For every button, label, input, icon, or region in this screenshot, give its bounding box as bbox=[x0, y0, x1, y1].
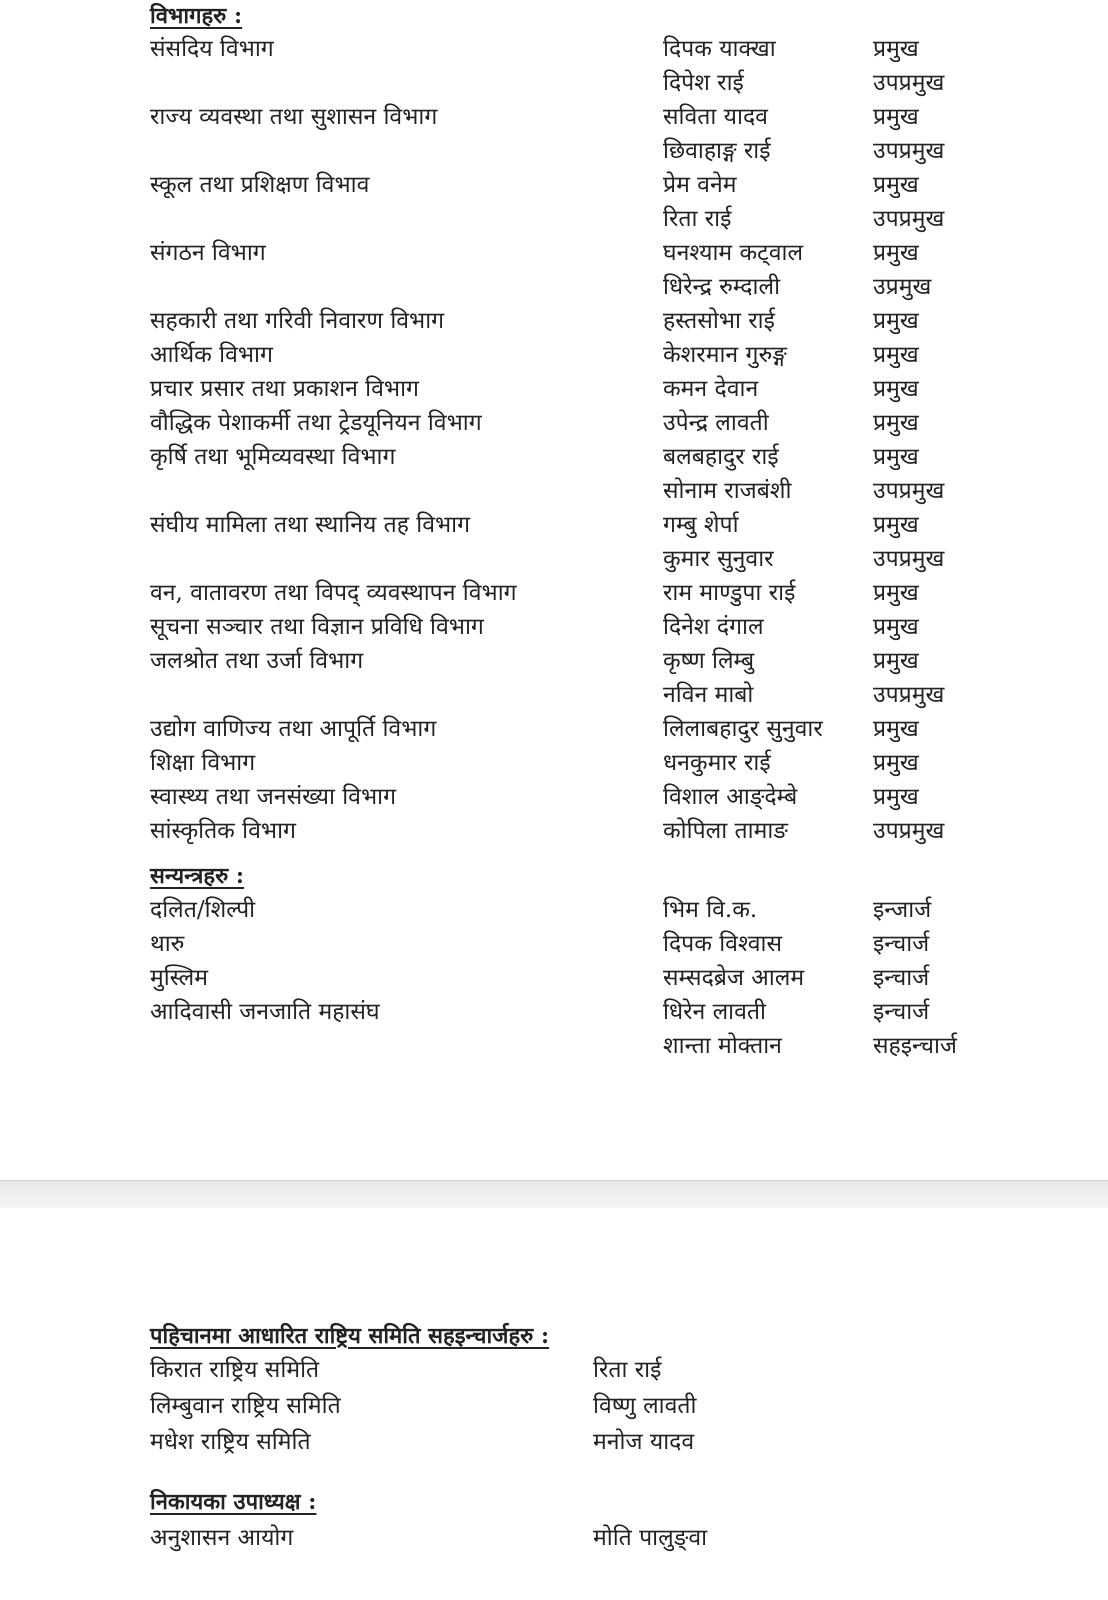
coordinators-heading: सन्यन्त्रहरु : bbox=[150, 863, 245, 889]
member-role: प्रमुख bbox=[873, 716, 919, 742]
department-row bbox=[0, 66, 1108, 100]
department-name: राज्य व्यवस्था तथा सुशासन विभाग bbox=[150, 104, 438, 130]
member-name: लिलाबहादुर सुनुवार bbox=[663, 716, 823, 742]
coordinator-row bbox=[0, 995, 1108, 1029]
member-role: प्रमुख bbox=[873, 444, 919, 470]
member-role: उपप्रमुख bbox=[873, 478, 945, 504]
coordinator-row bbox=[0, 893, 1108, 927]
department-row bbox=[0, 372, 1108, 406]
body-name: अनुशासन आयोग bbox=[150, 1525, 294, 1551]
page-break bbox=[0, 1180, 1108, 1210]
department-name: संगठन विभाग bbox=[150, 240, 266, 266]
member-role: प्रमुख bbox=[873, 648, 919, 674]
department-row bbox=[0, 780, 1108, 814]
department-row bbox=[0, 270, 1108, 304]
member-name: उपेन्द्र लावती bbox=[663, 410, 769, 436]
department-row bbox=[0, 134, 1108, 168]
member-role: प्रमुख bbox=[873, 172, 919, 198]
member-role: सहइन्चार्ज bbox=[873, 1033, 957, 1059]
member-name: दिनेश दंगाल bbox=[663, 614, 764, 640]
department-name: वौद्धिक पेशाकर्मी तथा ट्रेडयूनियन विभाग bbox=[150, 410, 482, 436]
member-name: केशरमान गुरुङ्ग bbox=[663, 342, 787, 368]
department-name: स्कूल तथा प्रशिक्षण विभाव bbox=[150, 172, 370, 198]
coordinator-row bbox=[0, 927, 1108, 961]
department-row bbox=[0, 202, 1108, 236]
group-name: आदिवासी जनजाति महासंघ bbox=[150, 999, 380, 1025]
member-role: उपप्रमुख bbox=[873, 682, 945, 708]
vice-chair-row bbox=[0, 1520, 1108, 1556]
member-name: राम माण्डुपा राई bbox=[663, 580, 796, 606]
vice-chairs-heading: निकायका उपाध्यक्ष : bbox=[150, 1489, 317, 1515]
member-name: प्रेम वनेम bbox=[663, 172, 737, 198]
member-role: प्रमुख bbox=[873, 240, 919, 266]
member-role: इन्चार्ज bbox=[873, 931, 930, 957]
member-role: प्रमुख bbox=[873, 784, 919, 810]
member-name: कमन देवान bbox=[663, 376, 759, 402]
member-name: विष्णु लावती bbox=[593, 1393, 697, 1419]
member-name: बलबहादुर राई bbox=[663, 444, 779, 470]
member-role: प्रमुख bbox=[873, 376, 919, 402]
department-name: शिक्षा विभाग bbox=[150, 750, 256, 776]
member-role: प्रमुख bbox=[873, 512, 919, 538]
member-name: धिरेन्द्र रुम्दाली bbox=[663, 274, 781, 300]
member-role: प्रमुख bbox=[873, 308, 919, 334]
member-role: प्रमुख bbox=[873, 36, 919, 62]
member-role: उपप्रमुख bbox=[873, 818, 945, 844]
group-name: थारु bbox=[150, 931, 185, 957]
department-name: आर्थिक विभाग bbox=[150, 342, 273, 368]
department-row bbox=[0, 746, 1108, 780]
department-row bbox=[0, 474, 1108, 508]
member-name: घनश्याम कट्वाल bbox=[663, 240, 804, 266]
member-role: उपप्रमुख bbox=[873, 206, 945, 232]
member-name: रिता राई bbox=[593, 1357, 662, 1383]
department-row bbox=[0, 814, 1108, 848]
department-row bbox=[0, 542, 1108, 576]
committee-name: लिम्बुवान राष्ट्रिय समिति bbox=[150, 1393, 341, 1419]
department-name: प्रचार प्रसार तथा प्रकाशन विभाग bbox=[150, 376, 419, 402]
committee-name: मधेश राष्ट्रिय समिति bbox=[150, 1429, 311, 1455]
department-row bbox=[0, 440, 1108, 474]
department-name: जलश्रोत तथा उर्जा विभाग bbox=[150, 648, 364, 674]
department-row bbox=[0, 576, 1108, 610]
member-name: सोनाम राजबंशी bbox=[663, 478, 792, 504]
department-name: स्वास्थ्य तथा जनसंख्या विभाग bbox=[150, 784, 397, 810]
member-name: धिरेन लावती bbox=[663, 999, 766, 1025]
department-row bbox=[0, 610, 1108, 644]
member-name: नविन माबो bbox=[663, 682, 754, 708]
department-name: संघीय मामिला तथा स्थानिय तह विभाग bbox=[150, 512, 471, 538]
coordinator-row bbox=[0, 961, 1108, 995]
member-role: प्रमुख bbox=[873, 614, 919, 640]
document-page-2 bbox=[0, 1208, 1108, 1600]
group-name: मुस्लिम bbox=[150, 965, 209, 991]
department-row bbox=[0, 712, 1108, 746]
member-name: शान्ता मोक्तान bbox=[663, 1033, 782, 1059]
department-row bbox=[0, 32, 1108, 66]
member-name: विशाल आङ्देम्बे bbox=[663, 784, 798, 810]
department-row bbox=[0, 678, 1108, 712]
member-role: प्रमुख bbox=[873, 580, 919, 606]
department-row bbox=[0, 406, 1108, 440]
department-row bbox=[0, 304, 1108, 338]
member-name: कुमार सुनुवार bbox=[663, 546, 774, 572]
member-name: हस्तसोभा राई bbox=[663, 308, 775, 334]
member-name: दिपेश राई bbox=[663, 70, 744, 96]
member-name: रिता राई bbox=[663, 206, 732, 232]
committee-name: किरात राष्ट्रिय समिति bbox=[150, 1357, 320, 1383]
department-row bbox=[0, 236, 1108, 270]
member-name: सम्सदब्रेज आलम bbox=[663, 965, 805, 991]
member-role: उप्रमुख bbox=[873, 274, 932, 300]
department-row bbox=[0, 338, 1108, 372]
coordinator-row bbox=[0, 1029, 1108, 1063]
department-name: सहकारी तथा गरिवी निवारण विभाग bbox=[150, 308, 445, 334]
group-name: दलित/शिल्पी bbox=[150, 897, 256, 923]
member-role: प्रमुख bbox=[873, 104, 919, 130]
department-row bbox=[0, 168, 1108, 202]
department-name: कृर्षि तथा भूमिव्यवस्था विभाग bbox=[150, 444, 396, 470]
member-role: इन्चार्ज bbox=[873, 965, 930, 991]
member-name: दिपक विश्वास bbox=[663, 931, 783, 957]
committee-row bbox=[0, 1424, 1108, 1460]
member-name: मोति पालुङ्वा bbox=[593, 1525, 708, 1551]
committee-row bbox=[0, 1388, 1108, 1424]
member-role: उपप्रमुख bbox=[873, 138, 945, 164]
department-name: उद्योग वाणिज्य तथा आपूर्ति विभाग bbox=[150, 716, 437, 742]
member-name: कृष्ण लिम्बु bbox=[663, 648, 755, 674]
department-name: वन, वातावरण तथा विपद् व्यवस्थापन विभाग bbox=[150, 580, 517, 606]
committee-row bbox=[0, 1352, 1108, 1388]
member-name: कोपिला तामाङ bbox=[663, 818, 788, 844]
member-name: गम्बु शेर्पा bbox=[663, 512, 739, 538]
member-name: भिम वि.क. bbox=[663, 897, 758, 923]
member-role: प्रमुख bbox=[873, 410, 919, 436]
department-row bbox=[0, 100, 1108, 134]
member-name: धनकुमार राई bbox=[663, 750, 771, 776]
department-row bbox=[0, 644, 1108, 678]
member-role: उपप्रमुख bbox=[873, 546, 945, 572]
member-role: इन्चार्ज bbox=[873, 999, 930, 1025]
identity-committees-heading: पहिचानमा आधारित राष्ट्रिय समिति सहइन्चार्जहरु : bbox=[150, 1323, 550, 1349]
department-name: सूचना सञ्चार तथा विज्ञान प्रविधि विभाग bbox=[150, 614, 484, 640]
departments-heading: विभागहरु : bbox=[150, 3, 243, 29]
member-name: मनोज यादव bbox=[593, 1429, 695, 1455]
member-role: प्रमुख bbox=[873, 342, 919, 368]
department-name: संसदिय विभाग bbox=[150, 36, 274, 62]
member-role: उपप्रमुख bbox=[873, 70, 945, 96]
member-role: प्रमुख bbox=[873, 750, 919, 776]
member-name: दिपक याक्खा bbox=[663, 36, 776, 62]
member-name: छिवाहाङ्ग राई bbox=[663, 138, 771, 164]
department-row bbox=[0, 508, 1108, 542]
member-name: सविता यादव bbox=[663, 104, 768, 130]
department-name: सांस्कृतिक विभाग bbox=[150, 818, 296, 844]
member-role: इन्जार्ज bbox=[873, 897, 932, 923]
